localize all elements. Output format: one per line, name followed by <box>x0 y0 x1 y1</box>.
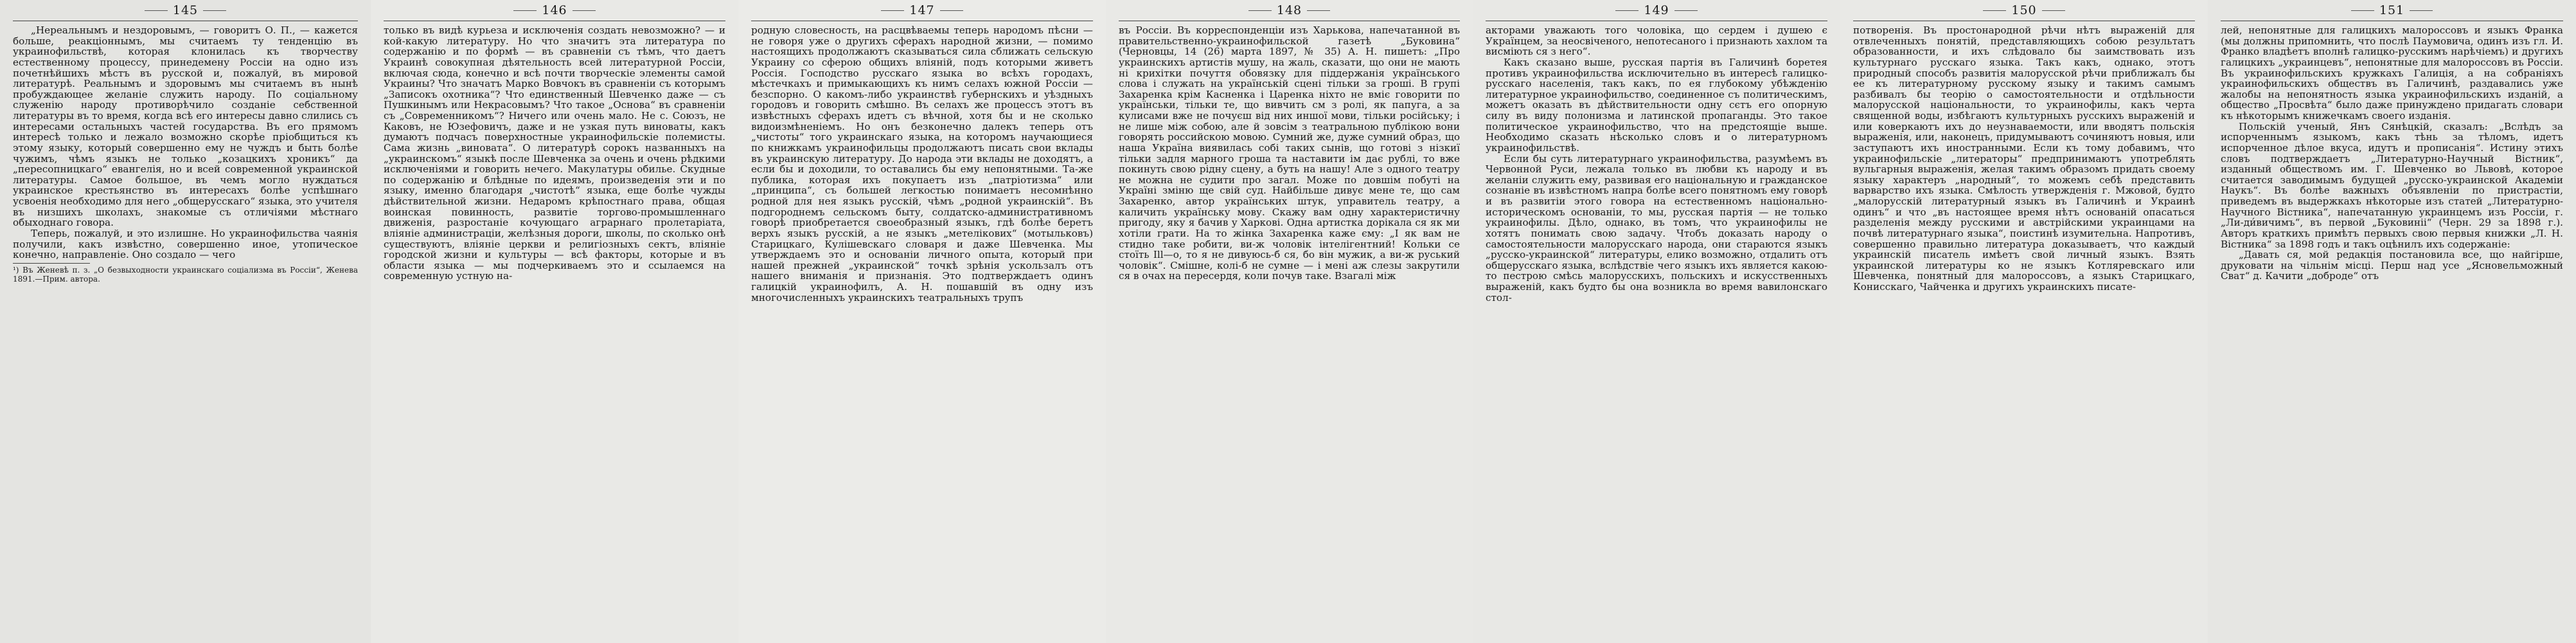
paragraph: въ Россіи. Въ корреспонденціи изъ Харькова, напечатанной въ правительственно-украинофильской газетѣ „Буковина“ (Черновцы, 14 (26) марта 1897, № 35) А. Н. пишетъ: „Про украинскихъ артистів мушу, на жаль, сказати, що они не мають ні крихітки почуття обовязку для піддержанія українського слова і служать на українській сцені тільки за гроші. В групі Захаренка крім Касненка і Царенка ніхто не вміє говорити по українськи, тільки те, що вивчить см з ролі, як папуга, а за кулисами вже не почуєш від них иншої мови, тільки російську; і не лише між собою, але й зовсім з театральною публікою вони говорять российскою мовою. Сумний же, дуже сумний образ, що наша Україна виявилась собі таких сынів, що готові з нізкиї тільки задля марного гроша та наставити ім дає рублі, то вже покинуть свою рідну сцену, а буть на нашу! Але з одного театру не можна не судити про загал. Може по довшім побуті на Україні зміню ще свій суд. Найбільше дивує мене те, що сам Захаренко, автор українських штук, управитель театру, а каличить українську мову. Скажу вам одну характеристичну пригоду, яку я бачив у Харкові. Одна артистка дорікала ся як ми хотіли грати. На то жінка Захаренка каже єму: „І як вам не стидно таке робити, ви-ж чоловік інтелігентний! Кольки се стоїть Ill—о, то я не дивуюсь-б ся, бо він мужик, а ви-ж руський чоловік“. Смішне, колі-б не сумне — і мені аж слезы закрутили ся в очах на пересердя, коли почув таке. Взагалі між <box>1119 24 1460 282</box>
paragraph: родную словесность, на расцвѣваемы теперь народомъ пѣсни — не говоря уже о другихъ сферахъ народной жизни, — помимо настоящихъ продолжаютъ сказываться сила сближать сельскую Украину со сферою общихъ вліяній, подъ которыми живетъ Россія. Господство русскаго языка во всѣхъ городахъ, мѣстечкахъ и примыкающихъ къ нимъ селахъ южной Россіи — безспорно. О какомъ-либо украинствѣ губернскихъ и уѣздныхъ городовъ и говорить смѣшно. Въ селахъ же процессъ этотъ въ извѣстныхъ сферахъ идетъ съ вѣчной, хотя бы и не сколько видоизмѣненіемъ. Но онъ безконечно далекъ теперь отъ „чистоты“ того украинскаго языка, на которомъ научающиеся по книжкамъ украинофильцы продолжаютъ писать свои вклады въ украинскую литературу. До народа эти вклады не доходятъ, а если бы и доходили, то оставались бы ему непонятными. Та-же публика, которая ихъ покупаетъ изъ „патріотизма“ или „принципа“, съ большей легкостью понимаетъ несомнѣнно родной для нея языкъ русскій, чѣмъ „родной украинскій“. Въ подгороднемъ сельскомъ быту, солдатско-административномъ говорѣ приобретается своеобразный языкъ, гдѣ болѣе беретъ верхъ языкъ русскій, а не языкъ „метелікових“ (мотыльковъ) Старицкаго, Кулішевскаго словаря и даже Шевченка. Мы утверждаемъ это и основаніи личного опыта, который при нашей прежней „украинской“ точкѣ зрѣнія ускользалъ отъ нашего вниманія и признанія. Это подтверждаетъ одинъ галицкій украинофилъ, А. Н. пошавшій въ одну изъ многочисленныхъ украинскихъ театральныхъ трупъ <box>751 24 1093 303</box>
page-body <box>1486 25 1827 303</box>
page-header <box>1486 3 1827 18</box>
page-number: 147 <box>909 3 935 17</box>
header-dash-right <box>1307 10 1330 11</box>
header-dash-left <box>1983 10 2006 11</box>
page-number: 150 <box>2011 3 2037 17</box>
paragraph: Теперь, пожалуй, и это излишне. Но украинофильства чаянія получили, какъ извѣстно, совершенно иное, утопическое конечно, направленіе. Оно создало — чего <box>13 227 358 261</box>
page-148 <box>1106 0 1473 643</box>
page-number: 148 <box>1276 3 1302 17</box>
page-header <box>1853 3 2195 18</box>
page-body <box>1853 25 2195 293</box>
page-146 <box>371 0 738 643</box>
page-header <box>2221 3 2563 18</box>
page-number: 151 <box>2379 3 2405 17</box>
header-dash-right <box>203 10 226 11</box>
page-149 <box>1473 0 1840 643</box>
paragraph: лей, непонятные для галицкихъ малороссовъ и языкъ Франка (мы должны припомнить, что послѣ Паумовича, одинъ изъ гл. И. Франко владѣетъ вполнѣ галицко-русскимъ нарѣчіемъ) и другихъ галицкихъ „украинцевъ“, непонятные для малороссовъ въ Россіи. Въ украинофильскихъ кружкахъ Галиція, а на собраніяхъ украинофильскихъ обществъ въ Галичинѣ, раздавались уже жалобы на непонятность языка украинофильскихъ изданій, а общество „Просвѣта“ было даже принуждено придагать словари къ нѣкоторымъ книжечкамъ своего изданія. <box>2221 24 2563 122</box>
page-145 <box>0 0 371 643</box>
page-header <box>13 3 358 18</box>
header-dash-right <box>940 10 963 11</box>
page-header <box>751 3 1093 18</box>
paragraph: акторами уважають того чоловіка, що сердем і душею є Українцем, за неосвіченого, непотесаного і признають хахлом та висміють ся з него“. <box>1486 24 1827 58</box>
paragraph: только въ видѣ курьеза и исключенія создать невозможно? — и кой-какую литературу. Но что значитъ эта литература по содержанію и по формѣ — въ сравненіи съ тѣмъ, что даетъ Украинѣ совокупная дѣятельность всей литературной Россіи, включая сюда, конечно и всѣ почти творческіе элементы самой Украины? Что значатъ Марко Вовчокъ въ сравненіи съ которымъ „Записокъ охотника“? Что единственный Шевченко даже — съ Пушкинымъ или Некрасовымъ? Что такое „Основа“ въ сравненіи съ „Современникомъ“? Ничего или очень мало. Не с. Союзъ, не Каковъ, не Юзефовичъ, даже и не узкая путь виноваты, какъ думаютъ подчасъ поверхностные украинофильскіе полемисты. Сама жизнь „виновата“. О литературѣ сорокъ названныхъ на „украинскомъ“ языкѣ после Шевченка за очень и очень рѣдкими исключеніями и говорить нечего. Макулатуры обилье. Скудные по содержанію и блѣдные по идеямъ, произведенія эти и по языку, именно благодаря „чистотѣ“ языка, еще болѣе чужды дѣйствительной жизни. Недаромъ крѣпостнаго права, общая воинская повинность, развитіе торгово-промышленнаго движенія, разростаніе кочующаго аграрнаго пролетаріата, вліяніе администраціи, желѣзныя дороги, школы, по сколько онѣ существуютъ, вліяніе церкви и религіозныхъ сектъ, вліяніе городской жизни и культуры — всѣ факторы, которые и въ области языка — мы подчеркиваемъ это и ссылаемся на современную устную на- <box>384 24 725 282</box>
page-header <box>1119 3 1460 18</box>
paragraph: „Нереальнымъ и нездоровымъ, — говоритъ О. П., — кажется больше, реакціоннымъ, мы считаемъ ту тенденцію въ украинофильствѣ, которая клонилась къ творчеству естественному процессу, принедемену Россіи на одно изъ почетнѣйшихъ мѣстъ въ русской и, пожалуй, въ мировой литературѣ. Реальнымъ и здоровымъ мы считаемъ въ нынѣ пробуждающее желаніе служить народу. По соціальному служенію народу противорѣчило созданіе себственной литературы въ то время, когда всѣ его интересы давно слились съ интересами остальныхъ частей государства. Въ его прямомъ интересѣ только и лежало возможно скорѣе пріобщиться къ этому языку, который совершенно ему не чуждъ и быть болѣе чужимъ, чѣмъ языкъ не только „козацкихъ хроникъ“ да „пересопницкаго“ евангелія, но и всей современной украинской литературы. Самое большое, въ чемъ могло нуждаться украинское крестьянство въ интересахъ болѣе успѣшнаго усвоенія необходимо для него „общерусскаго“ языка, это учителя въ низшихъ школахъ, знакомые съ отличіями мѣстнаго обыходнаго говора. <box>13 24 358 229</box>
page-body <box>1119 25 1460 282</box>
header-dash-right <box>1674 10 1698 11</box>
header-dash-right <box>573 10 596 11</box>
footnote-rule <box>13 263 90 264</box>
page-number: 145 <box>172 3 199 17</box>
page-151 <box>2208 0 2576 643</box>
header-dash-right <box>2042 10 2065 11</box>
paragraph: Польскій ученый, Янъ Сянѣцкій, сказалъ: „Вслѣдъ за испорченнымъ языкомъ, какъ тѣнь за тѣломъ, идетъ испорченное дѣлое вкуса, идутъ и прописанія“. Истину этихъ словъ подтверждаетъ „Литературно-Научный Вістник“, изданный обществомъ им. Г. Шевченко во Львовѣ, которое считается заводимымъ будущей „русско-украинской Академіи Наукъ“. Въ болѣе важныхъ объявленіи по пристрастіи, приведемъ въ выдержкахъ нѣкоторые изъ статей „Литературно-Научного Вістника“, напечатанную украинцемъ изъ Россіи, г. „Ли-ди́вичимъ“, въ первой „Буковиніі“ (Черн. 29 за 1898 г.). Авторъ краткихъ примѣтъ первыхъ свою первыя книжки „Л. Н. Вістника“ за 1898 годъ и такъ оцѣнилъ ихъ содержаніе: <box>2221 120 2563 250</box>
page-body <box>13 25 358 260</box>
footnote: ¹) Въ Женевѣ п. з. „О безвыходности украинскаго соціализма въ Россіи“, Женева 1891.—Прим. автора. <box>13 265 358 284</box>
header-dash-left <box>1615 10 1639 11</box>
header-dash-left <box>881 10 904 11</box>
page-body <box>384 25 725 282</box>
page-150 <box>1840 0 2208 643</box>
page-body <box>751 25 1093 303</box>
header-dash-left <box>1248 10 1272 11</box>
page-147 <box>738 0 1106 643</box>
paragraph: Если бы суть литературнаго украинофильства, разумѣемъ въ Червонной Руси, лежала только въ любви къ народу и въ желаніи служить ему, развивая его національную и гражданское сознаніе въ извѣстномъ напра болѣе всего понятномъ ему говорѣ и въ развитіи этого говора на естественномъ національно-историческомъ основаніи, то мы, русская партія — не только украинофилы. Дѣло, однако, въ томъ, что украинофилы не хотятъ понимать свою задачу. Чтобъ доказать народу о самостоятельности малорусскаго народа, они стараются языкъ „русско-украинской“ литературы, елико возможно, отдалить отъ общерусскаго языка, вслѣдствіе чего языкъ ихъ является какою-то пестрою смѣсь малорусскихъ, польскихъ и искусственныхъ выраженій, какъ будто бы она возникла во время вавилонскаго стол- <box>1486 152 1827 303</box>
page-number: 146 <box>542 3 567 17</box>
page-header <box>384 3 725 18</box>
page-body <box>2221 25 2563 282</box>
header-dash-left <box>513 10 537 11</box>
header-dash-left <box>145 10 168 11</box>
paragraph: Какъ сказано выше, русская партія въ Галичинѣ боретея противъ украинофильства исключительно въ интересѣ галицко-русскаго населенія, такъ какъ, по ея глубокому убѣжденію литературное украинофильство, соединенное съ политическимъ, можетъ оказать въ дѣйствительности одну сєтъ его опорную силу въ виду полонизма и латинской пропаганды. Это такое политическое украинофильство, что на предстоящіе выше. Необходимо сказать нѣсколько словъ и о литературномъ украинофильствѣ. <box>1486 56 1827 154</box>
header-dash-right <box>2410 10 2433 11</box>
page-number: 149 <box>1644 3 1669 17</box>
header-dash-left <box>2351 10 2374 11</box>
paragraph: потворенія. Въ простонародной рѣчи нѣтъ выраженій для отвлеченныхъ понятій, представляющихъ собою результатъ образованности, и ихъ слѣдовало бы заимствовать изъ культурнаго русскаго языка. Такъ какъ, однако, этотъ природный способъ развитія малорусской рѣчи приближалъ бы ее къ литературному русскому языку и такимъ самымъ разбивалъ бы теорію о самостоятельности и отдѣльности малорусской національности, то украинофилы, какъ черта священной воды, избѣгаютъ культурныхъ русскихъ выраженій и или коверкаютъ ихъ до неузнаваемости, или вводятъ польскія выраженія, или, наконецъ, придумываютъ сочиняютъ новыя, или заступаютъ ихъ иностранными. Если къ тому добавимъ, что украинофильскіе „литераторы“ предпринимаютъ употреблять вульгарныя выраженія, желая такимъ образомъ придать своему языку характеръ „народный“, то можемъ себѣ представить варварство ихъ языка. Смѣлость утвержденія г. Мжовой, будто „малорусскій литературный языкъ въ Галичинѣ и Украинѣ одинъ“ и что „въ настоящее время нѣтъ основаній опасаться разделенія между русскими и австрійскими украинцами на почвѣ литературнаго языка“, поистинѣ изумительна. Напротивъ, совершенно правильно литература доказываетъ, что каждый украинскій писатель имѣетъ свой личный языкъ. Взять украинской литературы ко не языкъ Котляревскаго или Шевченка, понятный для малороссовъ, а языкъ Старицкаго, Конисскаго, Чайченка и другихъ украинскихъ писате- <box>1853 24 2195 293</box>
paragraph: „Давать ся, мой редакція постановила все, що найгірше, друковати на чільнім місці. Перш над усе „Ясновельможный Сват“ д. Качити „доброде“ отъ <box>2221 249 2563 282</box>
